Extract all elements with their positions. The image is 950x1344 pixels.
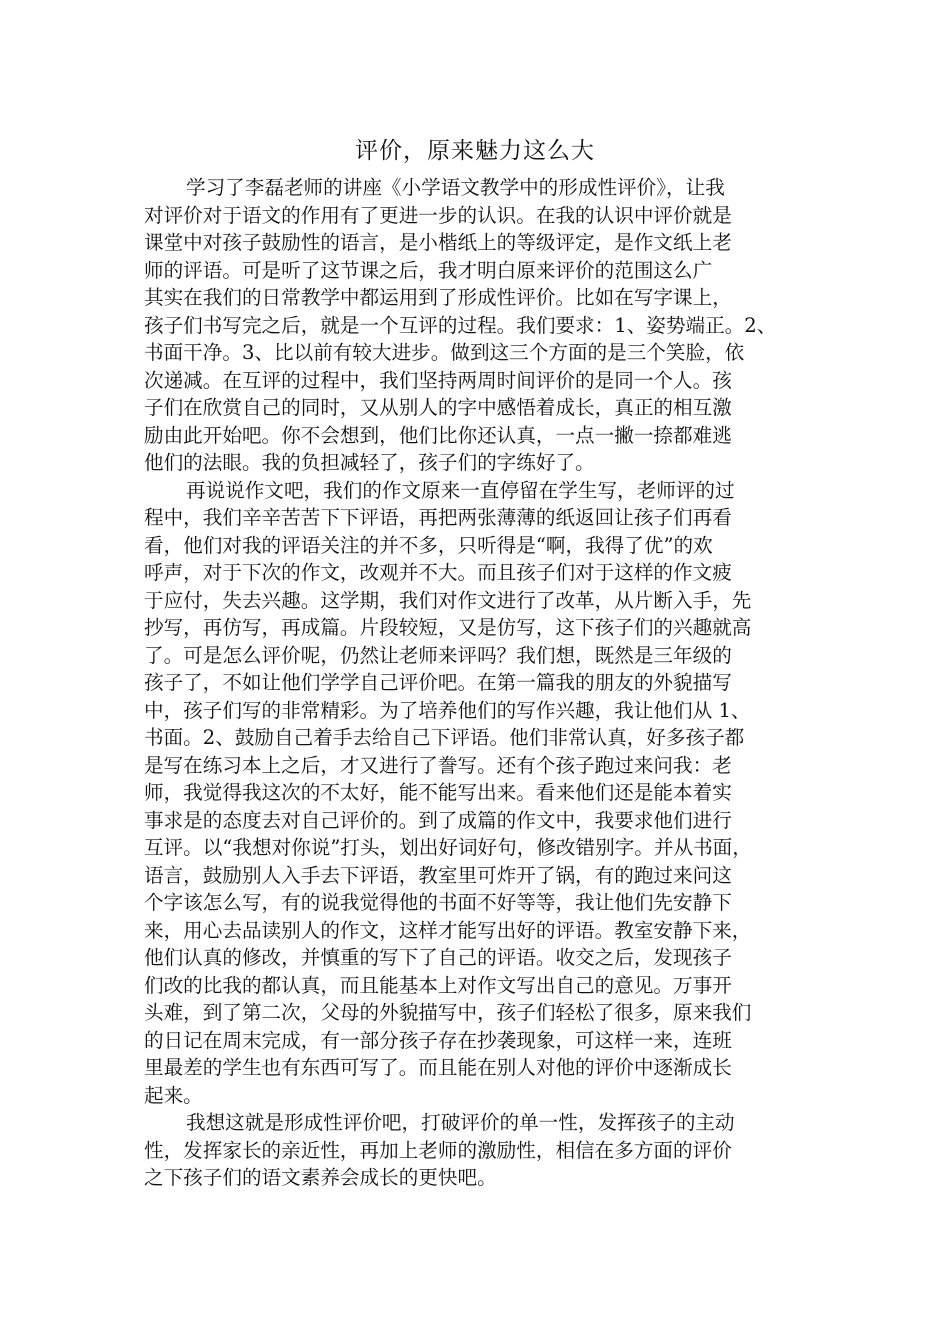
document-body bbox=[144, 174, 820, 1192]
text-line: 课堂中对孩子鼓励性的语言，是小楷纸上的等级评定，是作文纸上老 bbox=[144, 231, 732, 254]
text-line: 们改的比我的都认真，而且能基本上对作文写出自己的意见。万事开 bbox=[144, 973, 732, 997]
text-line: 里最差的学生也有东西可写了。而且能在别人对他的评价中逐渐成长 bbox=[144, 1056, 732, 1079]
text-line: 再说说作文吧，我们的作文原来一直停留在学生写，老师评的过 bbox=[186, 478, 735, 502]
text-line: 呼声，对于下次的作文，改观并不大。而且孩子们对于这样的作文疲 bbox=[144, 561, 732, 584]
text-line: 其实在我们的日常教学中都运用到了形成性评价。比如在写字课上， bbox=[144, 286, 732, 309]
text-line: 事求是的态度去对自己评价的。到了成篇的作文中，我要求他们进行 bbox=[144, 808, 732, 832]
text-line: 起来。 bbox=[144, 1083, 203, 1107]
text-line: 互评。以“我想对你说”打头，划出好词好句，修改错别字。并从书面， bbox=[144, 836, 752, 859]
text-line: 我想这就是形成性评价吧，打破评价的单一性，发挥孩子的主动 bbox=[186, 1111, 735, 1134]
text-line: 了。可是怎么评价呢，仍然让老师来评吗？我们想，既然是三年级的 bbox=[144, 643, 732, 667]
text-line: 头难，到了第二次，父母的外貌描写中，孩子们轻松了很多，原来我们 bbox=[144, 1001, 752, 1024]
text-line: 抄写，再仿写，再成篇。片段较短，又是仿写，这下孩子们的兴趣就高 bbox=[144, 616, 752, 639]
text-line: 师的评语。可是听了这节课之后，我才明白原来评价的范围这么广 bbox=[144, 258, 713, 282]
text-line: 他们的法眼。我的负担减轻了，孩子们的字练好了。 bbox=[144, 451, 595, 474]
text-line: 来，用心去品读别人的作文，这样才能写出好的评语。教室安静下来， bbox=[144, 918, 752, 942]
text-line: 性，发挥家长的亲近性，再加上老师的激励性，相信在多方面的评价 bbox=[144, 1138, 732, 1162]
text-line: 语言，鼓励别人入手去下评语，教室里可炸开了锅，有的跑过来问这 bbox=[144, 863, 732, 887]
text-line: 孩子了，不如让他们学学自己评价吧。在第一篇我的朋友的外貌描写 bbox=[144, 671, 732, 694]
text-line: 程中，我们辛辛苦苦下下评语，再把两张薄薄的纸返回让孩子们再看 bbox=[144, 506, 732, 529]
text-line: 书面干净。3、比以前有较大进步。做到这三个方面的是三个笑脸，依 bbox=[144, 341, 745, 364]
text-line: 学习了李磊老师的讲座《小学语文教学中的形成性评价》，让我 bbox=[186, 176, 725, 199]
text-line: 看，他们对我的评语关注的并不多，只听得是“啊，我得了优”的欢 bbox=[144, 533, 713, 557]
document-title: 评价，原来魅力这么大 bbox=[355, 138, 595, 164]
text-line: 他们认真的修改，并慎重的写下了自己的评语。收交之后，发现孩子 bbox=[144, 946, 732, 969]
text-line: 次递减。在互评的过程中，我们坚持两周时间评价的是同一个人。孩 bbox=[144, 368, 732, 392]
text-line: 是写在练习本上之后，才又进行了誊写。还有个孩子跑过来问我：老 bbox=[144, 753, 732, 777]
text-line: 对评价对于语文的作用有了更进一步的认识。在我的认识中评价就是 bbox=[144, 203, 732, 227]
text-line: 师，我觉得我这次的不太好，能不能写出来。看来他们还是能本着实 bbox=[144, 781, 732, 804]
text-line: 的日记在周末完成，有一部分孩子存在抄袭现象，可这样一来，连班 bbox=[144, 1028, 732, 1052]
text-line: 励由此开始吧。你不会想到，他们比你还认真，一点一撇一捺都难逃 bbox=[144, 423, 732, 447]
text-line: 个字该怎么写，有的说我觉得他的书面不好等等，我让他们先安静下 bbox=[144, 891, 732, 914]
text-line: 之下孩子们的语文素养会成长的更快吧。 bbox=[144, 1166, 497, 1189]
text-line: 中，孩子们写的非常精彩。为了培养他们的写作兴趣，我让他们从 1、 bbox=[144, 698, 751, 722]
text-line: 书面。2、鼓励自己着手去给自己下评语。他们非常认真，好多孩子都 bbox=[144, 726, 745, 749]
text-line: 于应付，失去兴趣。这学期，我们对作文进行了改革，从片断入手，先 bbox=[144, 588, 752, 612]
text-line: 孩子们书写完之后，就是一个互评的过程。我们要求：1、姿势端正。2、 bbox=[144, 313, 777, 337]
text-line: 子们在欣赏自己的同时，又从别人的字中感悟着成长，真正的相互激 bbox=[144, 396, 732, 419]
